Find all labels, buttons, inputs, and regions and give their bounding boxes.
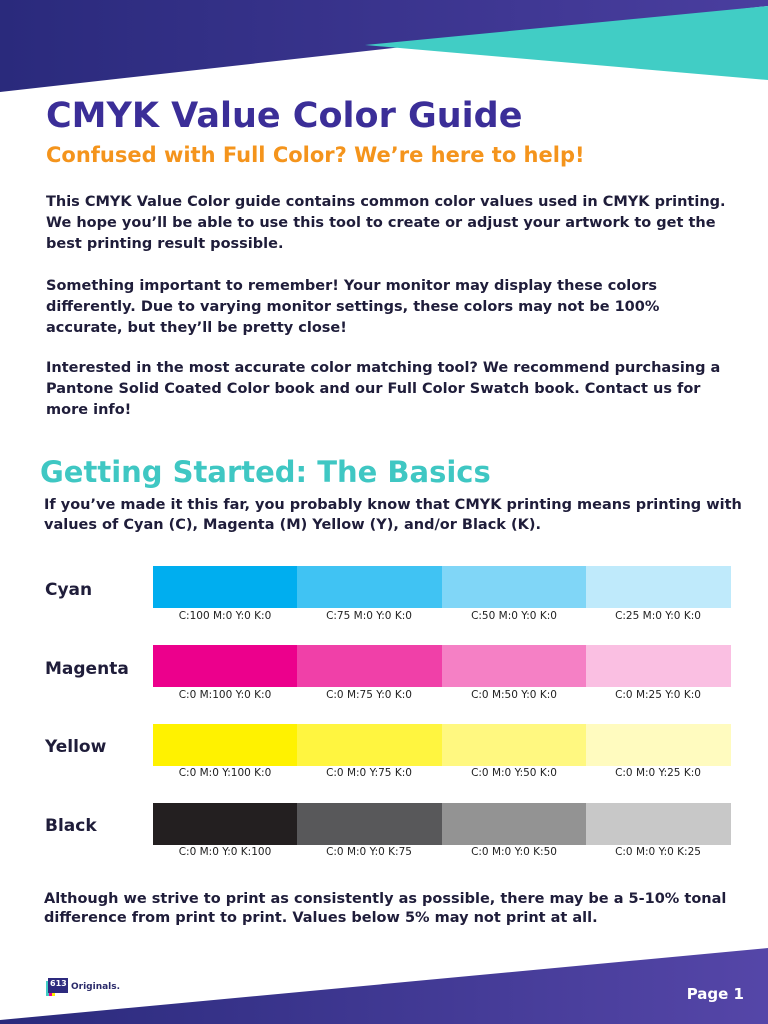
- swatch-value: C:0 M:0 Y:0 K:25: [615, 846, 701, 858]
- color-swatch: [442, 645, 586, 687]
- swatch-value: C:0 M:100 Y:0 K:0: [178, 689, 272, 701]
- swatch-value: C:0 M:0 Y:50 K:0: [471, 767, 557, 779]
- color-swatch: [586, 645, 731, 687]
- swatch-value: C:0 M:0 Y:25 K:0: [615, 767, 701, 779]
- color-swatch: [153, 724, 297, 766]
- intro-paragraph-1: This CMYK Value Color guide contains common color values used in CMYK printing. We hope you’ll be able to use this tool to create or adjust your artwork to get the best printing result possible.: [46, 194, 726, 252]
- color-swatch: [153, 645, 297, 687]
- page-title: CMYK Value Color Guide: [46, 96, 523, 136]
- intro-paragraph-2: Something important to remember! Your monitor may display these colors differently. Due to varying monitor settings, these colors may not be 100% accurate, but they’ll be pretty close!: [46, 278, 660, 336]
- logo-text: Originals.: [71, 982, 121, 992]
- swatch-value: C:0 M:0 Y:0 K:50: [471, 846, 557, 858]
- swatch-value: C:0 M:75 Y:0 K:0: [326, 689, 412, 701]
- section-text: If you’ve made it this far, you probably know that CMYK printing means printing with values of Cyan (C), Magenta (M) Yellow (Y), and/or Black (K).: [44, 497, 742, 533]
- company-logo: [46, 978, 120, 996]
- page-number: Page 1: [686, 985, 744, 1003]
- swatch-value: C:25 M:0 Y:0 K:0: [615, 610, 701, 622]
- page-subtitle: Confused with Full Color? We’re here to help!: [46, 143, 585, 167]
- color-swatch: [297, 803, 442, 845]
- swatch-value: C:0 M:25 Y:0 K:0: [615, 689, 701, 701]
- footer-note: Although we strive to print as consistently as possible, there may be a 5-10% tonal difference from print to print. Values below 5% may not print at all.: [44, 891, 727, 926]
- color-label: Black: [45, 816, 97, 836]
- section-title: Getting Started: The Basics: [40, 455, 491, 489]
- color-swatch: [153, 803, 297, 845]
- color-swatch: [297, 645, 442, 687]
- color-swatch: [586, 803, 731, 845]
- logo-mark-icon: [46, 978, 68, 996]
- color-swatch: [442, 803, 586, 845]
- color-label: Magenta: [45, 659, 129, 679]
- swatch-value: C:100 M:0 Y:0 K:0: [178, 610, 272, 622]
- color-swatch: [297, 724, 442, 766]
- swatch-value: C:0 M:0 Y:0 K:75: [326, 846, 412, 858]
- swatch-value: C:50 M:0 Y:0 K:0: [471, 610, 557, 622]
- color-swatch: [442, 566, 586, 608]
- color-swatch: [586, 566, 731, 608]
- color-label: Cyan: [45, 580, 93, 600]
- swatch-value: C:0 M:0 Y:0 K:100: [178, 846, 272, 858]
- color-swatch: [442, 724, 586, 766]
- intro-paragraph-3: Interested in the most accurate color matching tool? We recommend purchasing a Pantone Solid Coated Color book and our Full Color Swatch book. Contact us for more info!: [46, 360, 721, 418]
- swatch-value: C:0 M:0 Y:100 K:0: [178, 767, 272, 779]
- color-swatch: [297, 566, 442, 608]
- color-swatch: [153, 566, 297, 608]
- logo-number: 613: [50, 979, 67, 988]
- color-label: Yellow: [45, 737, 107, 757]
- swatch-value: C:0 M:0 Y:75 K:0: [326, 767, 412, 779]
- swatch-value: C:0 M:50 Y:0 K:0: [471, 689, 557, 701]
- swatch-value: C:75 M:0 Y:0 K:0: [326, 610, 412, 622]
- color-swatch: [586, 724, 731, 766]
